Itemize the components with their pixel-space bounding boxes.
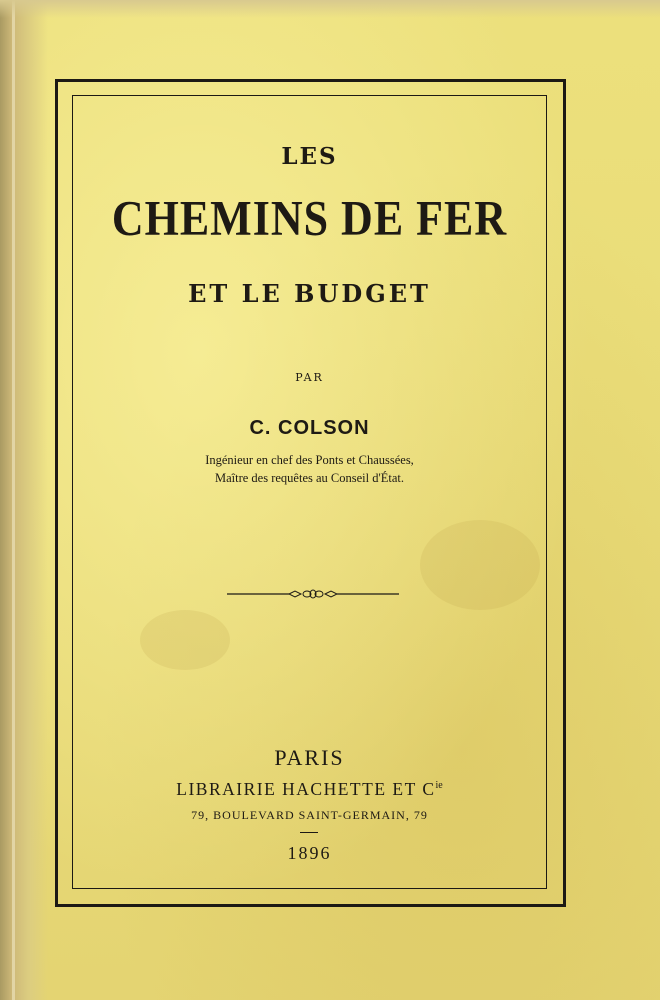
author-affiliation-1: Ingénieur en chef des Ponts et Chaussées, <box>205 453 414 467</box>
pre-title: LES <box>281 143 338 170</box>
publisher-address: 79, BOULEVARD SAINT-GERMAIN, 79 <box>191 808 428 822</box>
fleuron-rule-icon <box>227 587 399 601</box>
short-rule <box>300 832 318 833</box>
spine-crease <box>12 0 15 1000</box>
title-page-content <box>72 95 547 889</box>
publisher-name <box>72 779 547 800</box>
worn-spine-edge <box>0 0 48 1000</box>
author-affiliation-2: Maître des requêtes au Conseil d'État. <box>214 471 404 485</box>
publisher-main: LIBRAIRIE HACHETTE ET C <box>176 779 436 799</box>
author-name: C. COLSON <box>249 417 370 439</box>
top-edge-wear <box>0 0 660 18</box>
by-label: PAR <box>295 371 324 384</box>
publication-year: 1896 <box>287 843 332 863</box>
main-title: CHEMINS DE FER <box>111 191 508 246</box>
publication-city: PARIS <box>274 745 345 770</box>
subtitle: ET LE BUDGET <box>188 279 431 308</box>
publisher-superscript: ie <box>435 780 443 791</box>
